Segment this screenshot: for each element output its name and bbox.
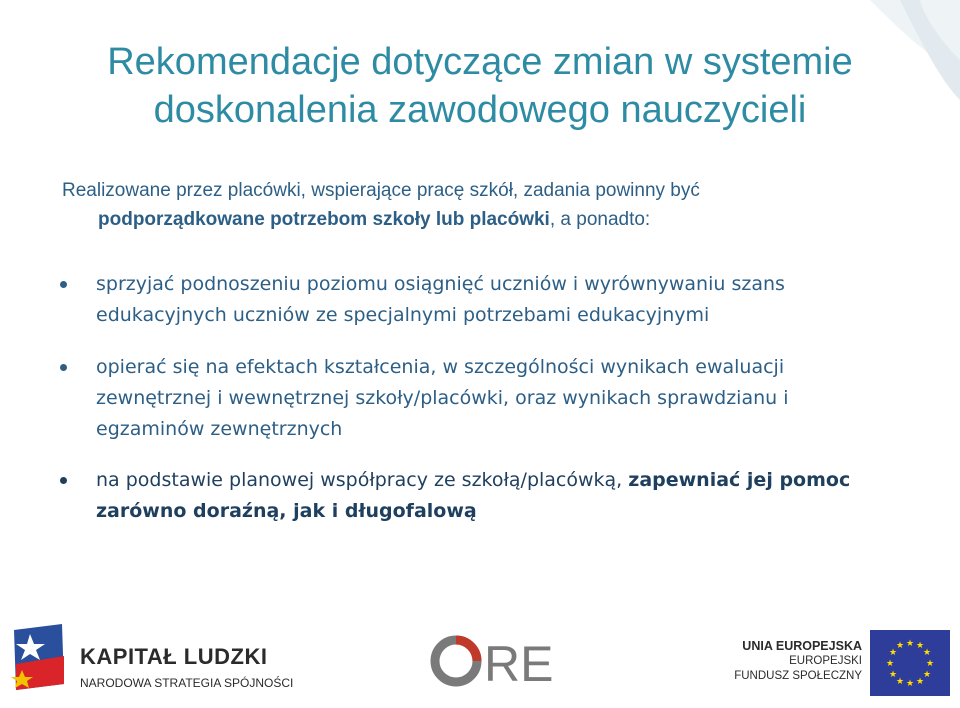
title-line-1: Rekomendacje dotyczące zmian w systemie: [107, 41, 853, 83]
bullet-item: [96, 352, 896, 445]
intro-paragraph: [62, 176, 922, 234]
intro-line-2: [62, 205, 922, 234]
svg-text:★: ★: [915, 677, 925, 687]
bullet-dot-icon: [60, 281, 67, 288]
kapital-ludzki-flag-icon: [10, 624, 68, 704]
footer-logos: [0, 608, 960, 708]
bullet-list: [96, 269, 896, 548]
bullet-text: sprzyjać podnoszeniu poziomu osiągnięć uczniów i wyrównywaniu szans edukacyjnych uczniów ze specjalnymi potrzebami edukacyjnymi: [96, 273, 785, 326]
intro-bold: podporządkowane potrzebom szkoły lub placówki: [98, 209, 550, 230]
bullet-text: na podstawie planowej współpracy ze szkołą/placówką,: [96, 469, 629, 491]
kapital-ludzki-title: KAPITAŁ LUDZKI: [80, 644, 268, 669]
bullet-text: opierać się na efektach kształcenia, w szczególności wynikach ewaluacji zewnętrznej i wewnętrznej szkoły/placówki, oraz wynikach sprawdzianu i egzaminów zewnętrznych: [96, 356, 789, 440]
bullet-item: [96, 465, 896, 527]
bullet-dot-icon: [60, 477, 67, 484]
eu-line-1: UNIA EUROPEJSKA: [742, 639, 862, 653]
svg-text:★: ★: [888, 670, 898, 680]
bullet-bold-text: zapewniać jej pomoc zarówno doraźną, jak i długofalową: [96, 469, 851, 522]
intro-line-1: Realizowane przez placówki, wspierające pracę szkół, zadania powinny być: [62, 180, 700, 201]
svg-text:★: ★: [888, 648, 898, 658]
bullet-dot-icon: [60, 364, 67, 371]
svg-text:★: ★: [922, 648, 932, 658]
bullet-item: [96, 269, 896, 331]
slide-title: [20, 38, 940, 134]
svg-text:★: ★: [895, 677, 905, 687]
svg-text:★: ★: [922, 670, 932, 680]
eu-text-block: [690, 638, 862, 684]
svg-text:★: ★: [905, 679, 915, 689]
svg-text:★: ★: [885, 659, 895, 669]
title-line-2: doskonalenia zawodowego nauczycieli: [153, 89, 807, 131]
eu-line-2: EUROPEJSKI: [789, 655, 862, 667]
svg-text:★: ★: [915, 641, 925, 651]
intro-rest: , a ponadto:: [549, 209, 651, 230]
svg-text:★: ★: [905, 639, 915, 649]
eu-line-3: FUNDUSZ SPOŁECZNY: [734, 670, 862, 682]
svg-text:★: ★: [895, 641, 905, 651]
kapital-ludzki-subtitle: NARODOWA STRATEGIA SPÓJNOŚCI: [80, 676, 294, 690]
ore-logo-text: RE: [484, 636, 554, 692]
svg-text:★: ★: [925, 659, 935, 669]
ore-logo-icon: [430, 630, 570, 692]
eu-flag-icon: [870, 630, 950, 696]
